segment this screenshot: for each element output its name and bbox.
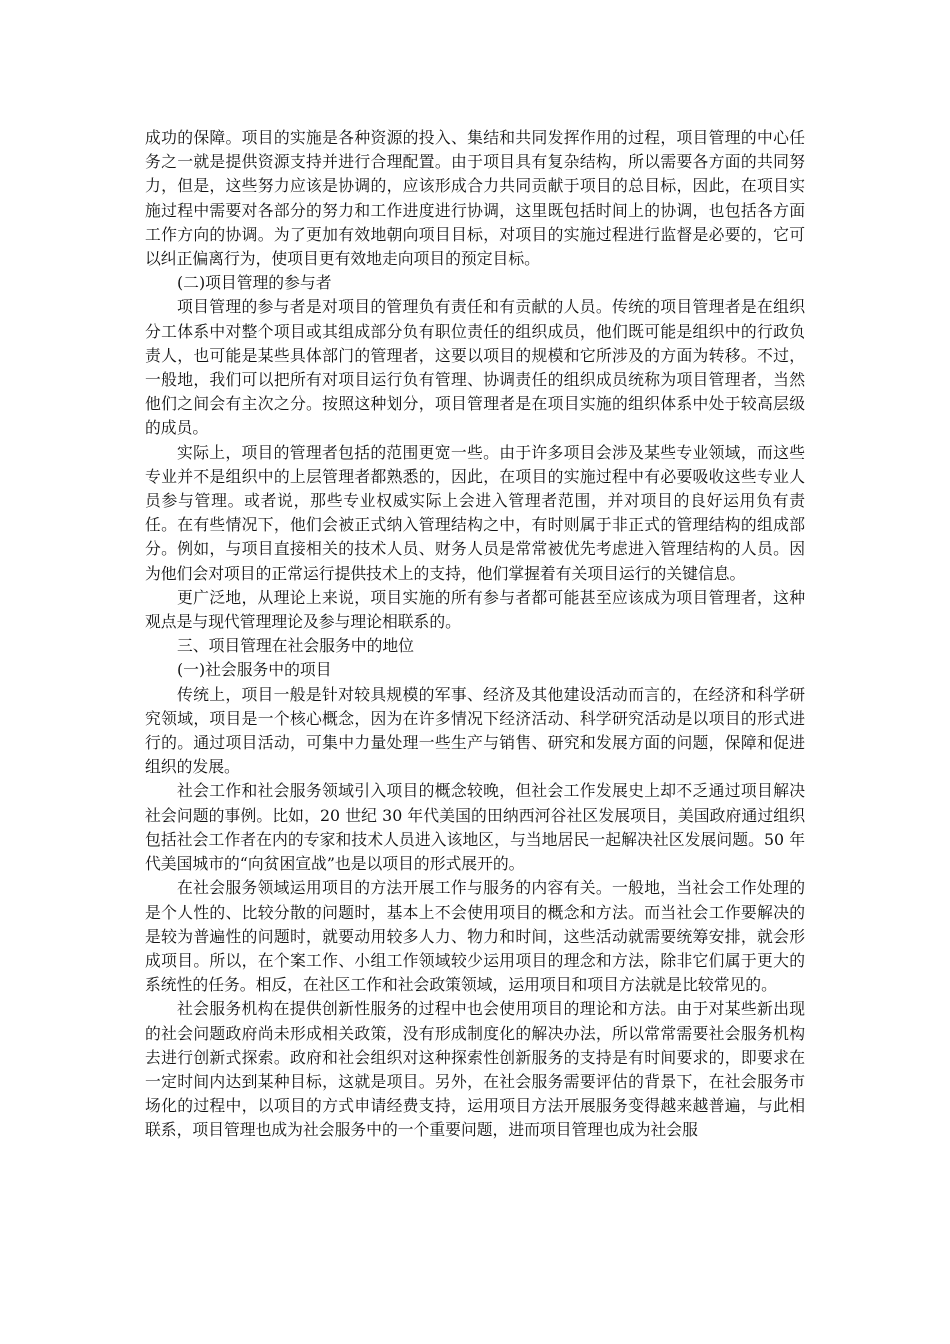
section-heading-participants: (二)项目管理的参与者 (177, 273, 332, 293)
paragraph: 传统上，项目一般是针对较具规模的军事、经济及其他建设活动而言的，在经济和科学研究领域，项目是一个核心概念，因为在许多情况下经济活动、科学研究活动是以项目的形式进行的。通过项目活动，可集中力量处理一些生产与销售、研究和发展方面的问题，保障和促进组织的发展。 (145, 684, 805, 777)
paragraph: 项目管理的参与者是对项目的管理负有责任和有贡献的人员。传统的项目管理者是在组织分工体系中对整个项目或其组成部分负有职位责任的组织成员，他们既可能是组织中的行政负责人，也可能是某些具体部门的管理者，这要以项目的规模和它所涉及的方面为转移。不过，一般地，我们可以把所有对项目运行负有管理、协调责任的组织成员统称为项目管理者，当然他们之间会有主次之分。按照这种划分，项目管理者是在项目实施的组织体系中处于较高层级的成员。 (145, 297, 805, 438)
paragraph: 社会服务机构在提供创新性服务的过程中也会使用项目的理论和方法。由于对某些新出现的社会问题政府尚未形成相关政策，没有形成制度化的解决办法，所以常常需要社会服务机构去进行创新式探索。政府和社会组织对这种探索性创新服务的支持是有时间要求的，即要求在一定时间内达到某种目标，这就是项目。另外，在社会服务需要评估的背景下，在社会服务市场化的过程中，以项目的方式申请经费支持，运用项目方法开展服务变得越来越普遍，与此相联系，项目管理也成为社会服务中的一个重要问题，进而项目管理也成为社会服 (145, 999, 805, 1140)
paragraph: 更广泛地，从理论上来说，项目实施的所有参与者都可能甚至应该成为项目管理者，这种观点是与现代管理理论及参与理论相联系的。 (145, 587, 805, 632)
section-heading-status: 三、项目管理在社会服务中的地位 (177, 636, 414, 656)
paragraph-continuation: 成功的保障。项目的实施是各种资源的投入、集结和共同发挥作用的过程，项目管理的中心任务之一就是提供资源支持并进行合理配置。由于项目具有复杂结构，所以需要各方面的共同努力，但是，这些努力应该是协调的，应该形成合力共同贡献于项目的总目标，因此，在项目实施过程中需要对各部分的努力和工作进度进行协调，这里既包括时间上的协调，也包括各方面工作方向的协调。为了更加有效地朝向项目目标，对项目的实施过程进行监督是必要的，它可以纠正偏离行为，使项目更有效地走向项目的预定目标。 (145, 128, 805, 269)
paragraph: 社会工作和社会服务领域引入项目的概念较晚，但社会工作发展史上却不乏通过项目解决社会问题的事例。比如，20 世纪 30 年代美国的田纳西河谷社区发展项目，美国政府通过组织包括社会工作者在内的专家和技术人员进入该地区，与当地居民一起解决社区发展问题。50 年代美国城市的“向贫困宣战”也是以项目的形式展开的。 (145, 781, 805, 874)
subsection-heading-projects: (一)社会服务中的项目 (177, 660, 332, 680)
paragraph: 实际上，项目的管理者包括的范围更宽一些。由于许多项目会涉及某些专业领域，而这些专业并不是组织中的上层管理者都熟悉的，因此，在项目的实施过程中有必要吸收这些专业人员参与管理。或者说，那些专业权威实际上会进入管理者范围，并对项目的良好运用负有责任。在有些情况下，他们会被正式纳入管理结构之中，有时则属于非正式的管理结构的组成部分。例如，与项目直接相关的技术人员、财务人员是常常被优先考虑进入管理结构的人员。因为他们会对项目的正常运行提供技术上的支持，他们掌握着有关项目运行的关键信息。 (145, 442, 805, 583)
paragraph: 在社会服务领域运用项目的方法开展工作与服务的内容有关。一般地，当社会工作处理的是个人性的、比较分散的问题时，基本上不会使用项目的概念和方法。而当社会工作要解决的是较为普遍性的问题时，就要动用较多人力、物力和时间，这些活动就需要统筹安排，就会形成项目。所以，在个案工作、小组工作领域较少运用项目的理念和方法，除非它们属于更大的系统性的任务。相反，在社区工作和社会政策领域，运用项目和项目方法就是比较常见的。 (145, 878, 805, 995)
document-body (145, 126, 805, 1143)
